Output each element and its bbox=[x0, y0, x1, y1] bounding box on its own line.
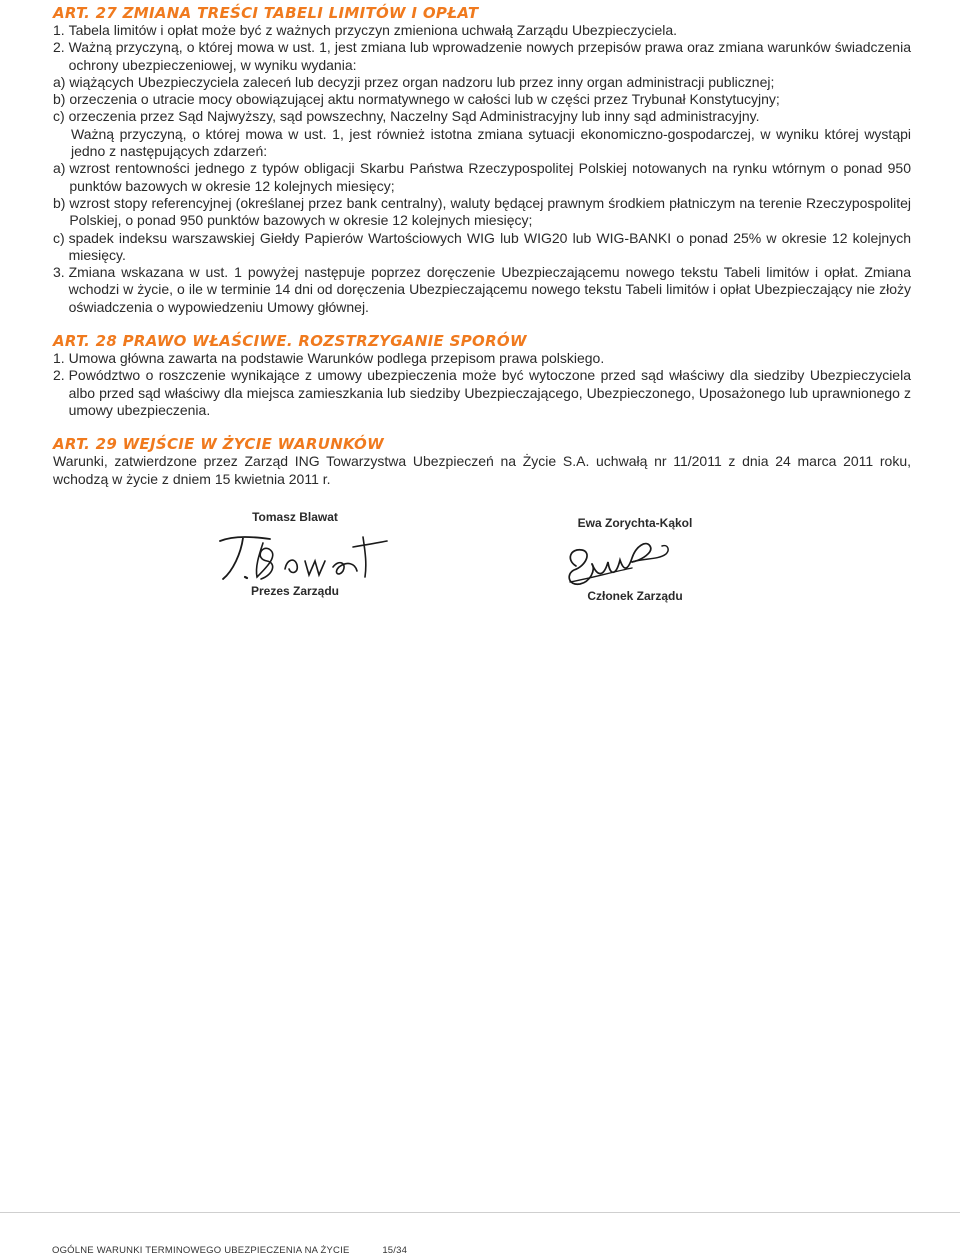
document-page bbox=[53, 0, 911, 488]
art27-item-a2-text: wzrost rentowności jednego z typów obligacji Skarbu Państwa Rzeczypospolitej Polskiej notowanych na rynku wtórnym o ponad 950 punktów bazowych w okresie 12 kolejnych miesięcy; bbox=[69, 160, 911, 194]
art28-point-2-number: 2. bbox=[53, 367, 69, 384]
signature-left-role: Prezes Zarządu bbox=[250, 584, 340, 598]
art27-item-a2-label: a) bbox=[53, 160, 70, 177]
art27-point-3 bbox=[53, 264, 911, 316]
art29-text: Warunki, zatwierdzone przez Zarząd ING Towarzystwa Ubezpieczeń na Życie S.A. uchwałą nr 11/2011 z dnia 24 marca 2011 roku, wchodzą w życie z dniem 15 kwietnia 2011 r. bbox=[53, 453, 911, 487]
art28-point-2 bbox=[53, 367, 911, 419]
art27-item-c2-text: spadek indeksu warszawskiej Giełdy Papierów Wartościowych WIG lub WIG20 lub WIG-BANKI o ponad 25% w okresie 12 kolejnych miesięcy. bbox=[68, 229, 911, 263]
art27-item-b-text: orzeczenia o utracie mocy obowiązującej aktu normatywnego w całości lub w części przez Trybunał Konstytucyjny; bbox=[69, 91, 780, 108]
signature-right-role: Członek Zarządu bbox=[587, 589, 683, 603]
art27-point-3-number: 3. bbox=[53, 264, 69, 281]
art28-point-1-text: Umowa główna zawarta na podstawie Warunków podlega przepisom prawa polskiego. bbox=[68, 350, 605, 367]
art27-item-b2-text: wzrost stopy referencyjnej (określanej przez bank centralny), waluty będącej prawnym środkiem płatniczym na terenie Rzeczypospolitej Polskiej, o ponad 950 punktów bazowych w okresie 12 kolejnych miesięcy; bbox=[69, 194, 911, 229]
art27-item-c-label: c) bbox=[53, 108, 69, 125]
footer bbox=[52, 1245, 407, 1256]
art28-point-2-text: Powództwo o roszczenie wynikające z umowy ubezpieczenia może być wytoczone przed sąd właściwy dla siedziby Ubezpieczyciela albo przed sąd właściwy dla miejsca zamieszkania lub siedziby Ubezpieczającego, Ubezpieczonego, Uposażonego lub uprawnionego z umowy ubezpieczenia. bbox=[68, 367, 911, 418]
art27-item-a-text: wiążących Ubezpieczyciela zaleceń lub decyzji przez organ nadzoru lub przez inny organ administracji publicznej; bbox=[69, 73, 775, 90]
art27-item-b-label: b) bbox=[53, 91, 70, 108]
art28-title: ART. 28 PRAWO WŁAŚCIWE. ROZSTRZYGANIE SPORÓW bbox=[53, 332, 527, 351]
art27-item-b bbox=[53, 91, 911, 108]
page-number: 15/34 bbox=[382, 1245, 408, 1256]
art27-item-b2-label: b) bbox=[53, 194, 70, 211]
art27-item-a2 bbox=[53, 160, 911, 195]
art27-item-b2 bbox=[53, 195, 911, 230]
art27-point-3-text: Zmiana wskazana w ust. 1 powyżej następuje poprzez doręczenie Ubezpieczającemu nowego tekstu Tabeli limitów i opłat. Zmiana wchodzi w życie, o ile w terminie 14 dni od doręczenia Ubezpieczającemu nowego tekstu Tabeli limitów i opłat Ubezpieczający nie złoży oświadczenia o wypowiedzeniu Umowy głównej. bbox=[68, 264, 911, 315]
art27-point-1-number: 1. bbox=[53, 22, 69, 38]
footer-divider bbox=[0, 1212, 960, 1213]
art29-title: ART. 29 WEJŚCIE W ŻYCIE WARUNKÓW bbox=[53, 435, 384, 454]
art27-item-a bbox=[53, 74, 911, 91]
art27-point-2-continuation: Ważną przyczyną, o której mowa w ust. 1, jest również istotna zmiana sytuacji ekonomiczno-gospodarczej, w wyniku której wystąpi jedno z następujących zdarzeń: bbox=[71, 125, 911, 160]
signature-left-name: Tomasz Blawat bbox=[252, 510, 338, 524]
art27-item-c-text: orzeczenia przez Sąd Najwyższy, sąd powszechny, Naczelny Sąd Administracyjny lub inny sąd administracyjny. bbox=[68, 108, 760, 125]
signature-right-name: Ewa Zorychta-Kąkol bbox=[577, 516, 693, 530]
art28-point-1 bbox=[53, 350, 911, 367]
art27-item-c2-label: c) bbox=[53, 229, 69, 246]
art27-point-2-number: 2. bbox=[53, 39, 69, 56]
art27-item-c2 bbox=[53, 230, 911, 265]
art27-point-2-text: Ważną przyczyną, o której mowa w ust. 1, jest zmiana lub wprowadzenie nowych przepisów prawa oraz zmiana warunków świadczenia ochrony ubezpieczeniowej, w wyniku wydania: bbox=[68, 39, 911, 73]
art27-title: ART. 27 ZMIANA TREŚCI TABELI LIMITÓW I OPŁAT bbox=[53, 4, 479, 22]
footer-title: OGÓLNE WARUNKI TERMINOWEGO UBEZPIECZENIA NA ŻYCIE bbox=[52, 1245, 350, 1256]
art28-point-1-number: 1. bbox=[53, 350, 69, 367]
art27-point-2 bbox=[53, 39, 911, 74]
art27-item-c bbox=[53, 108, 911, 125]
art27-point-1-text: Tabela limitów i opłat może być z ważnych przyczyn zmieniona uchwałą Zarządu Ubezpieczyciela. bbox=[68, 22, 678, 38]
art27-item-a-label: a) bbox=[53, 73, 70, 90]
art27-point-1 bbox=[53, 22, 911, 39]
